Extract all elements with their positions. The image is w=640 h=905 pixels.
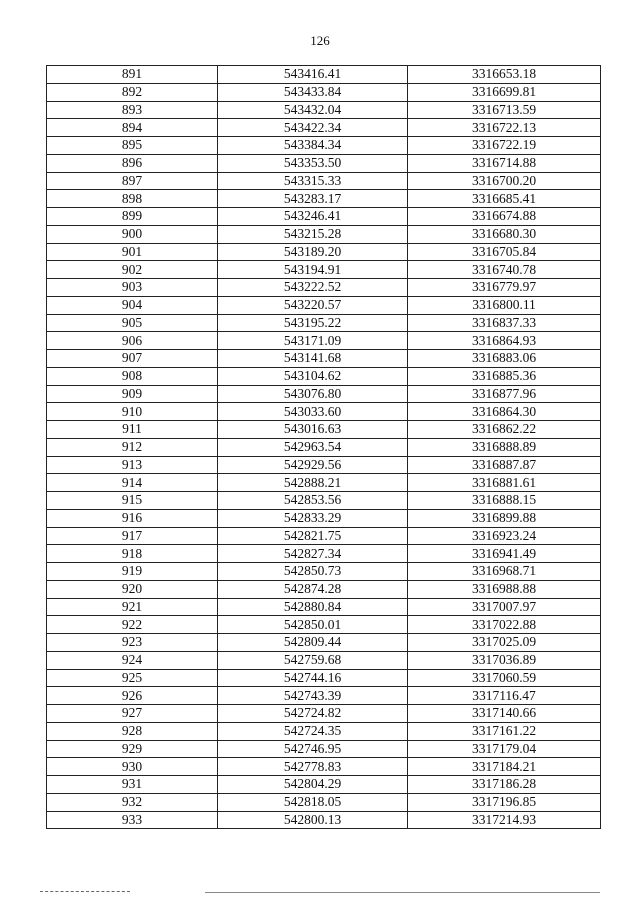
table-row: [47, 509, 601, 527]
x-coordinate-cell: 543315.33: [218, 172, 408, 190]
x-coordinate-cell: 542880.84: [218, 598, 408, 616]
point-number-cell: 921: [47, 598, 218, 616]
table-row: [47, 154, 601, 172]
x-coordinate-cell: 543432.04: [218, 101, 408, 119]
x-coordinate-cell: 543189.20: [218, 243, 408, 261]
y-coordinate-cell: 3316877.96: [408, 385, 601, 403]
coordinate-table: [46, 65, 601, 829]
y-coordinate-cell: 3316862.22: [408, 421, 601, 439]
point-number-cell: 898: [47, 190, 218, 208]
table-row: [47, 527, 601, 545]
point-number-cell: 920: [47, 580, 218, 598]
x-coordinate-cell: 542804.29: [218, 776, 408, 794]
table-row: [47, 616, 601, 634]
table-row: [47, 403, 601, 421]
table-row: [47, 208, 601, 226]
point-number-cell: 928: [47, 722, 218, 740]
point-number-cell: 906: [47, 332, 218, 350]
x-coordinate-cell: 543016.63: [218, 421, 408, 439]
y-coordinate-cell: 3316699.81: [408, 83, 601, 101]
point-number-cell: 897: [47, 172, 218, 190]
y-coordinate-cell: 3317036.89: [408, 651, 601, 669]
x-coordinate-cell: 543104.62: [218, 367, 408, 385]
table-row: [47, 669, 601, 687]
point-number-cell: 895: [47, 137, 218, 155]
x-coordinate-cell: 542743.39: [218, 687, 408, 705]
table-row: [47, 367, 601, 385]
table-row: [47, 137, 601, 155]
point-number-cell: 892: [47, 83, 218, 101]
y-coordinate-cell: 3316968.71: [408, 563, 601, 581]
point-number-cell: 929: [47, 740, 218, 758]
table-row: [47, 279, 601, 297]
x-coordinate-cell: 542963.54: [218, 438, 408, 456]
table-row: [47, 314, 601, 332]
table-row: [47, 385, 601, 403]
table-row: [47, 474, 601, 492]
y-coordinate-cell: 3316885.36: [408, 367, 601, 385]
table-row: [47, 456, 601, 474]
y-coordinate-cell: 3316680.30: [408, 225, 601, 243]
y-coordinate-cell: 3316881.61: [408, 474, 601, 492]
x-coordinate-cell: 543416.41: [218, 66, 408, 84]
footer-rule-left: [40, 891, 130, 892]
table-row: [47, 722, 601, 740]
y-coordinate-cell: 3316887.87: [408, 456, 601, 474]
table-row: [47, 563, 601, 581]
x-coordinate-cell: 542850.01: [218, 616, 408, 634]
point-number-cell: 919: [47, 563, 218, 581]
table-row: [47, 634, 601, 652]
x-coordinate-cell: 542850.73: [218, 563, 408, 581]
point-number-cell: 912: [47, 438, 218, 456]
y-coordinate-cell: 3316685.41: [408, 190, 601, 208]
x-coordinate-cell: 542759.68: [218, 651, 408, 669]
y-coordinate-cell: 3317184.21: [408, 758, 601, 776]
y-coordinate-cell: 3316653.18: [408, 66, 601, 84]
x-coordinate-cell: 543433.84: [218, 83, 408, 101]
table-row: [47, 651, 601, 669]
point-number-cell: 922: [47, 616, 218, 634]
x-coordinate-cell: 542809.44: [218, 634, 408, 652]
x-coordinate-cell: 543171.09: [218, 332, 408, 350]
point-number-cell: 908: [47, 367, 218, 385]
point-number-cell: 901: [47, 243, 218, 261]
point-number-cell: 918: [47, 545, 218, 563]
y-coordinate-cell: 3316988.88: [408, 580, 601, 598]
x-coordinate-cell: 543222.52: [218, 279, 408, 297]
x-coordinate-cell: 542724.35: [218, 722, 408, 740]
x-coordinate-cell: 542746.95: [218, 740, 408, 758]
point-number-cell: 926: [47, 687, 218, 705]
point-number-cell: 902: [47, 261, 218, 279]
table-row: [47, 705, 601, 723]
table-row: [47, 83, 601, 101]
x-coordinate-cell: 543033.60: [218, 403, 408, 421]
table-row: [47, 190, 601, 208]
y-coordinate-cell: 3316888.89: [408, 438, 601, 456]
point-number-cell: 925: [47, 669, 218, 687]
point-number-cell: 917: [47, 527, 218, 545]
point-number-cell: 893: [47, 101, 218, 119]
point-number-cell: 899: [47, 208, 218, 226]
y-coordinate-cell: 3316941.49: [408, 545, 601, 563]
x-coordinate-cell: 542778.83: [218, 758, 408, 776]
y-coordinate-cell: 3316837.33: [408, 314, 601, 332]
y-coordinate-cell: 3316888.15: [408, 492, 601, 510]
table-row: [47, 545, 601, 563]
x-coordinate-cell: 542821.75: [218, 527, 408, 545]
point-number-cell: 933: [47, 811, 218, 829]
table-row: [47, 332, 601, 350]
x-coordinate-cell: 543246.41: [218, 208, 408, 226]
y-coordinate-cell: 3316714.88: [408, 154, 601, 172]
point-number-cell: 905: [47, 314, 218, 332]
point-number-cell: 930: [47, 758, 218, 776]
table-row: [47, 225, 601, 243]
table-row: [47, 66, 601, 84]
point-number-cell: 924: [47, 651, 218, 669]
x-coordinate-cell: 542818.05: [218, 793, 408, 811]
point-number-cell: 911: [47, 421, 218, 439]
point-number-cell: 931: [47, 776, 218, 794]
table-row: [47, 261, 601, 279]
point-number-cell: 932: [47, 793, 218, 811]
y-coordinate-cell: 3317186.28: [408, 776, 601, 794]
y-coordinate-cell: 3316674.88: [408, 208, 601, 226]
x-coordinate-cell: 543353.50: [218, 154, 408, 172]
y-coordinate-cell: 3316700.20: [408, 172, 601, 190]
x-coordinate-cell: 542827.34: [218, 545, 408, 563]
x-coordinate-cell: 542724.82: [218, 705, 408, 723]
point-number-cell: 916: [47, 509, 218, 527]
x-coordinate-cell: 543384.34: [218, 137, 408, 155]
x-coordinate-cell: 542888.21: [218, 474, 408, 492]
point-number-cell: 891: [47, 66, 218, 84]
table-row: [47, 421, 601, 439]
table-row: [47, 776, 601, 794]
table-row: [47, 492, 601, 510]
y-coordinate-cell: 3316740.78: [408, 261, 601, 279]
y-coordinate-cell: 3316722.13: [408, 119, 601, 137]
point-number-cell: 913: [47, 456, 218, 474]
point-number-cell: 900: [47, 225, 218, 243]
y-coordinate-cell: 3316722.19: [408, 137, 601, 155]
x-coordinate-cell: 542744.16: [218, 669, 408, 687]
y-coordinate-cell: 3316864.93: [408, 332, 601, 350]
x-coordinate-cell: 542874.28: [218, 580, 408, 598]
table-row: [47, 243, 601, 261]
point-number-cell: 909: [47, 385, 218, 403]
coordinate-table-body: [47, 66, 601, 829]
table-row: [47, 687, 601, 705]
x-coordinate-cell: 543220.57: [218, 296, 408, 314]
y-coordinate-cell: 3317060.59: [408, 669, 601, 687]
table-row: [47, 438, 601, 456]
y-coordinate-cell: 3316923.24: [408, 527, 601, 545]
point-number-cell: 915: [47, 492, 218, 510]
y-coordinate-cell: 3317140.66: [408, 705, 601, 723]
y-coordinate-cell: 3317025.09: [408, 634, 601, 652]
point-number-cell: 923: [47, 634, 218, 652]
point-number-cell: 910: [47, 403, 218, 421]
x-coordinate-cell: 543422.34: [218, 119, 408, 137]
table-row: [47, 172, 601, 190]
point-number-cell: 927: [47, 705, 218, 723]
y-coordinate-cell: 3316883.06: [408, 350, 601, 368]
point-number-cell: 903: [47, 279, 218, 297]
table-row: [47, 350, 601, 368]
x-coordinate-cell: 543076.80: [218, 385, 408, 403]
point-number-cell: 894: [47, 119, 218, 137]
x-coordinate-cell: 542833.29: [218, 509, 408, 527]
point-number-cell: 907: [47, 350, 218, 368]
y-coordinate-cell: 3316779.97: [408, 279, 601, 297]
table-row: [47, 101, 601, 119]
table-row: [47, 740, 601, 758]
x-coordinate-cell: 543195.22: [218, 314, 408, 332]
table-row: [47, 119, 601, 137]
x-coordinate-cell: 542853.56: [218, 492, 408, 510]
table-row: [47, 793, 601, 811]
y-coordinate-cell: 3317214.93: [408, 811, 601, 829]
table-row: [47, 758, 601, 776]
point-number-cell: 914: [47, 474, 218, 492]
point-number-cell: 896: [47, 154, 218, 172]
x-coordinate-cell: 543215.28: [218, 225, 408, 243]
y-coordinate-cell: 3317007.97: [408, 598, 601, 616]
y-coordinate-cell: 3316713.59: [408, 101, 601, 119]
x-coordinate-cell: 542929.56: [218, 456, 408, 474]
y-coordinate-cell: 3316705.84: [408, 243, 601, 261]
y-coordinate-cell: 3316800.11: [408, 296, 601, 314]
y-coordinate-cell: 3317179.04: [408, 740, 601, 758]
table-row: [47, 296, 601, 314]
page-number: 126: [310, 33, 330, 48]
table-row: [47, 598, 601, 616]
footer-rule-right: [205, 892, 600, 893]
y-coordinate-cell: 3316864.30: [408, 403, 601, 421]
y-coordinate-cell: 3317116.47: [408, 687, 601, 705]
x-coordinate-cell: 542800.13: [218, 811, 408, 829]
x-coordinate-cell: 543283.17: [218, 190, 408, 208]
table-row: [47, 580, 601, 598]
y-coordinate-cell: 3317196.85: [408, 793, 601, 811]
y-coordinate-cell: 3316899.88: [408, 509, 601, 527]
y-coordinate-cell: 3317022.88: [408, 616, 601, 634]
table-row: [47, 811, 601, 829]
x-coordinate-cell: 543194.91: [218, 261, 408, 279]
y-coordinate-cell: 3317161.22: [408, 722, 601, 740]
x-coordinate-cell: 543141.68: [218, 350, 408, 368]
point-number-cell: 904: [47, 296, 218, 314]
